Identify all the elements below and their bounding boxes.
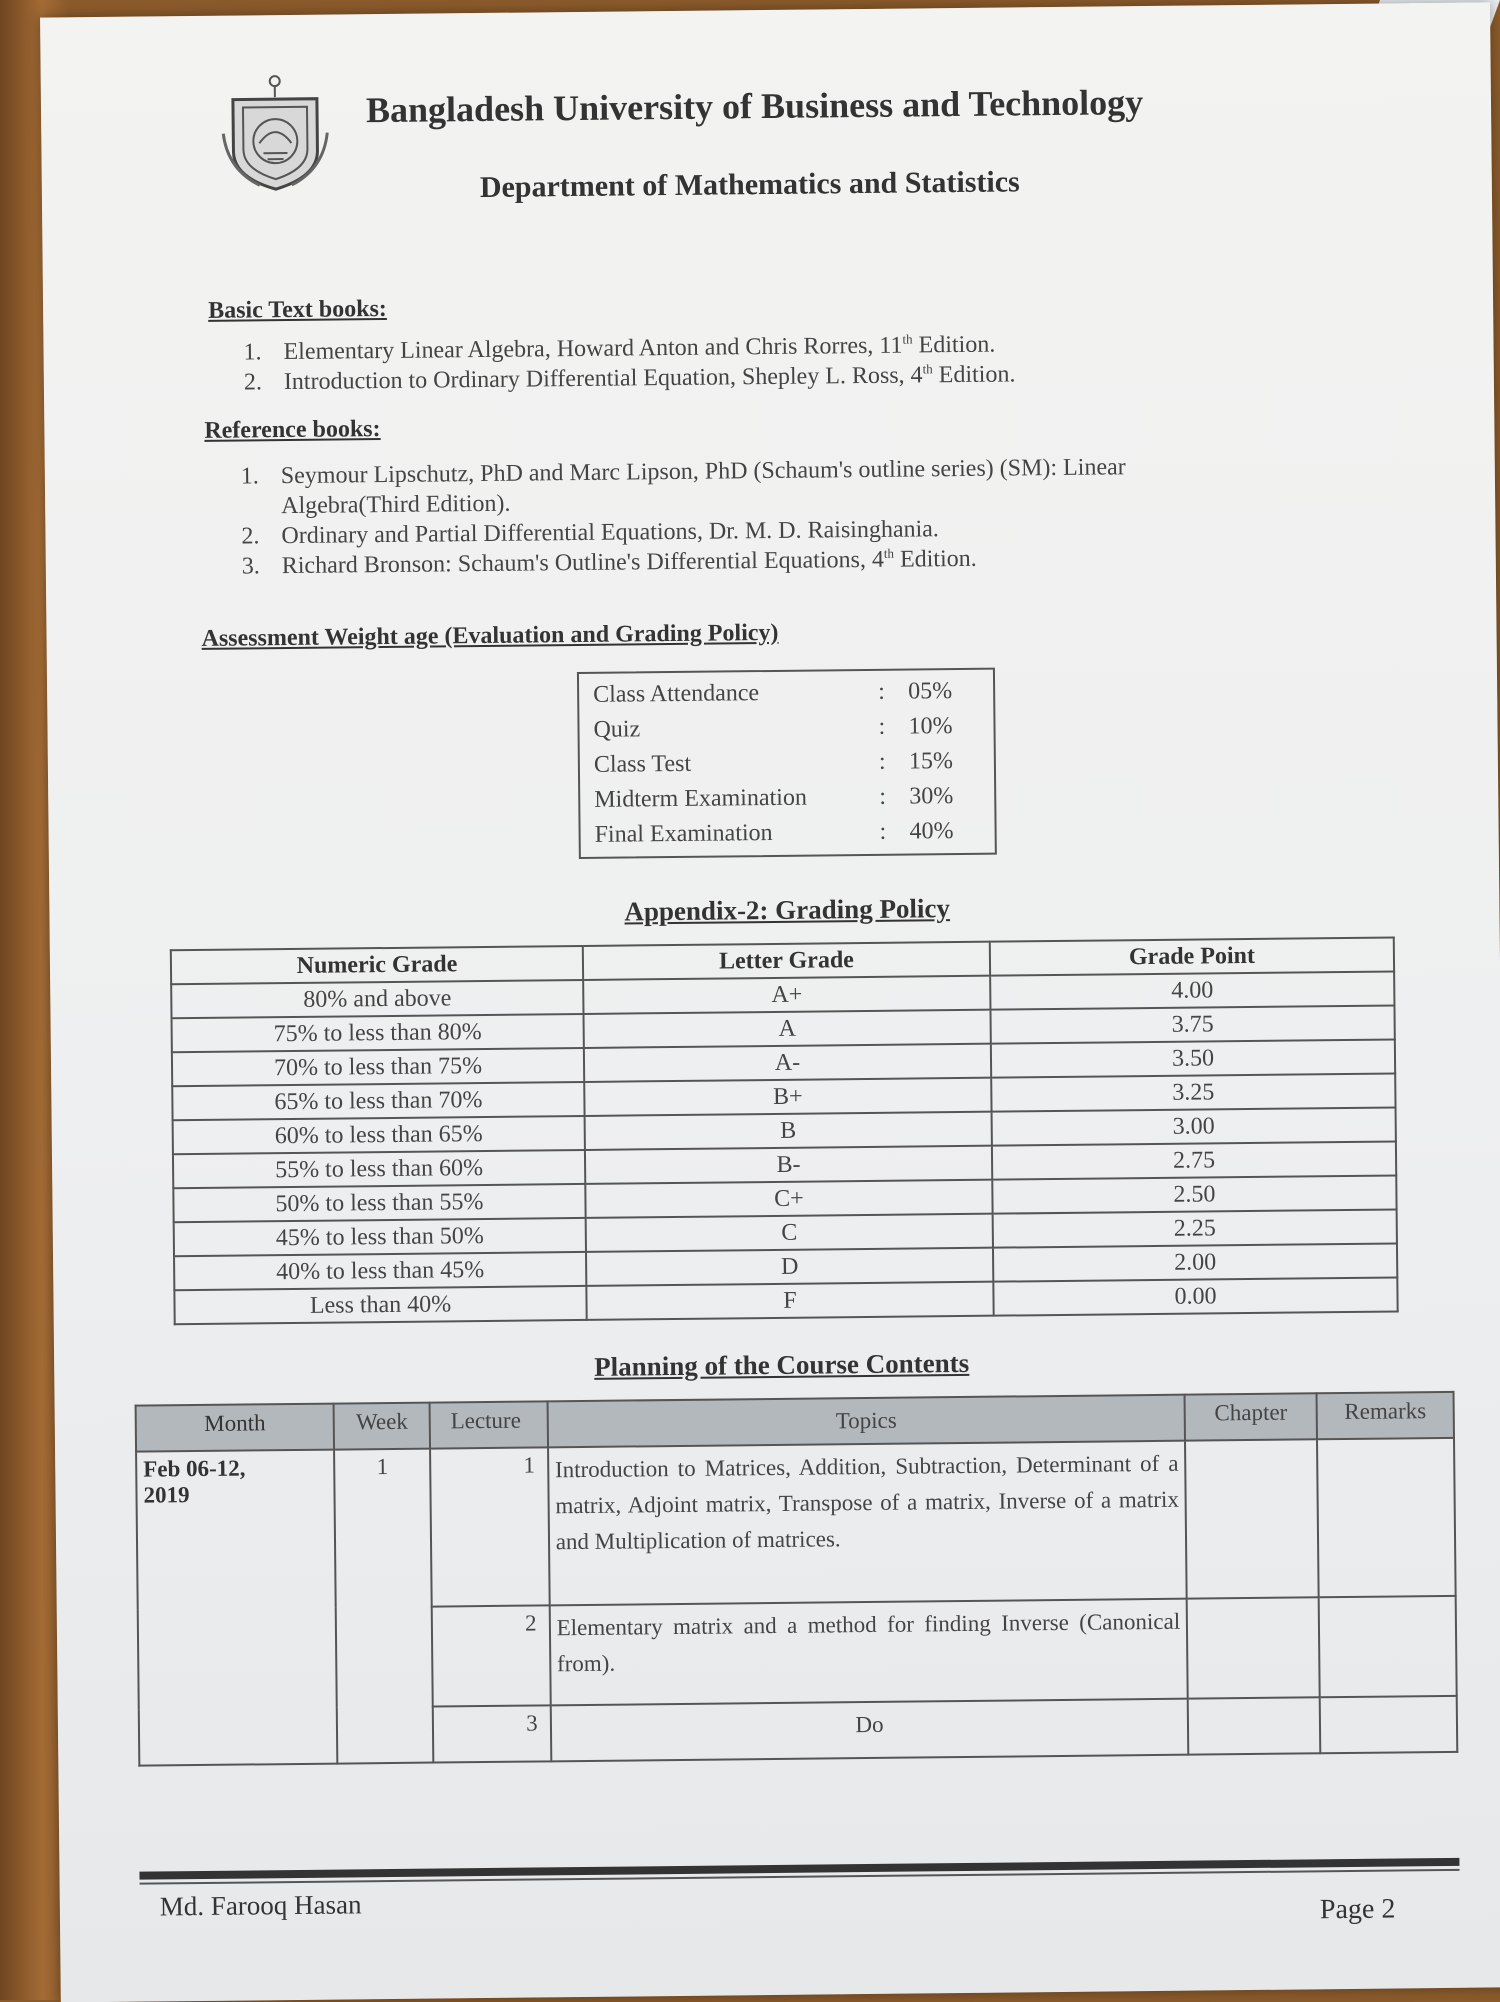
table-row: 60% to less than 65% B 3.00 xyxy=(173,1107,1396,1154)
grading-table xyxy=(170,936,1399,1325)
planning-table xyxy=(135,1391,1459,1767)
university-title: Bangladesh University of Business and Technology xyxy=(366,81,1144,131)
assessment-row: Class Attendance : 05% xyxy=(593,674,983,713)
table-row: 75% to less than 80% A 3.75 xyxy=(172,1005,1395,1052)
author-name: Md. Farooq Hasan xyxy=(160,1889,362,1922)
assessment-row: Midterm Examination : 30% xyxy=(594,779,984,818)
department-title: Department of Mathematics and Statistics xyxy=(480,165,1020,205)
page-number: Page 2 xyxy=(1320,1894,1396,1927)
list-item: 2. Ordinary and Partial Differential Equations, Dr. M. D. Raisinghania. xyxy=(241,512,1126,551)
reference-books-heading: Reference books: xyxy=(204,416,380,445)
table-header-row: Numeric Grade Letter Grade Grade Point xyxy=(171,937,1394,984)
text-books-list xyxy=(243,329,1015,397)
list-item: 2. Introduction to Ordinary Differential Equation, Shepley L. Ross, 4th Edition. xyxy=(244,359,1016,397)
assessment-row: Class Test : 15% xyxy=(594,744,984,783)
list-item: 1. Elementary Linear Algebra, Howard Anton and Chris Rorres, 11th Edition. xyxy=(243,329,1015,367)
table-row: 55% to less than 60% B- 2.75 xyxy=(173,1141,1396,1188)
table-row: 45% to less than 50% C 2.25 xyxy=(174,1209,1397,1256)
university-logo-icon xyxy=(219,73,332,194)
table-row: Feb 06-12, 2019 1 1 Introduction to Matrices, Addition, Subtraction, Determinant of a matrix, Adjoint matrix, Transpose of a matrix, Inverse of a matrix and Multiplication of matrices. xyxy=(136,1438,1456,1610)
table-row: 3 Do xyxy=(139,1696,1458,1766)
table-row: 2 Elementary matrix and a method for finding Inverse (Canonical from). xyxy=(138,1596,1457,1710)
assessment-box xyxy=(577,668,997,859)
assessment-heading: Assessment Weight age (Evaluation and Grading Policy) xyxy=(201,620,778,653)
table-row: 50% to less than 55% C+ 2.50 xyxy=(173,1175,1396,1222)
list-item: 3. Richard Bronson: Schaum's Outline's Differential Equations, 4th Edition. xyxy=(242,542,1127,581)
text-books-heading: Basic Text books: xyxy=(208,296,387,325)
document-page xyxy=(40,2,1500,2002)
list-item: 1. Seymour Lipschutz, PhD and Marc Lipson, PhD (Schaum's outline series) (SM): Linear Algebra(Third Edition). xyxy=(241,452,1126,521)
grading-policy-heading: Appendix-2: Grading Policy xyxy=(624,893,950,927)
assessment-row: Quiz : 10% xyxy=(593,709,983,748)
table-row: 80% and above A+ 4.00 xyxy=(171,971,1394,1018)
table-row: 40% to less than 45% D 2.00 xyxy=(174,1243,1397,1290)
table-row: 65% to less than 70% B+ 3.25 xyxy=(172,1073,1395,1120)
assessment-row: Final Examination : 40% xyxy=(594,814,984,853)
table-header-row: Month Week Lecture Topics Chapter Remarks xyxy=(136,1392,1454,1452)
table-row: Less than 40% F 0.00 xyxy=(174,1277,1397,1324)
reference-books-list xyxy=(241,452,1127,581)
table-row: 70% to less than 75% A- 3.50 xyxy=(172,1039,1395,1086)
planning-heading: Planning of the Course Contents xyxy=(594,1348,969,1383)
